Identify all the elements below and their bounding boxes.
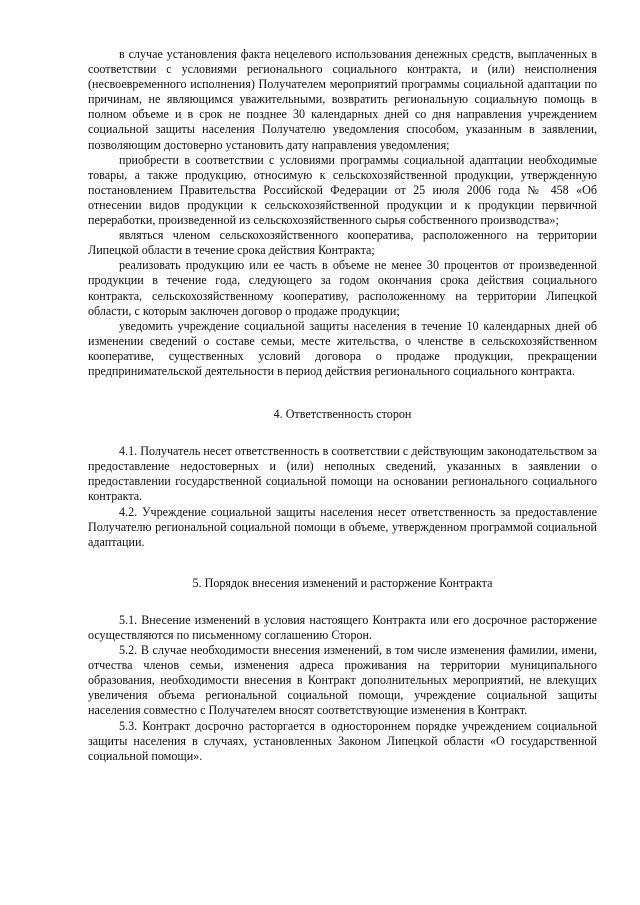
spacer: [88, 591, 597, 613]
section-4-heading: 4. Ответственность сторон: [273, 407, 412, 422]
clause-4-2-paragraph: 4.2. Учреждение социальной защиты населения несет ответственность за предоставление Получателю региональной социальной помощи в объеме, утвержденном программой социальной адаптации.: [88, 504, 597, 549]
document-body: [88, 47, 597, 764]
spacer: [88, 379, 597, 407]
clause-5-2-paragraph: 5.2. В случае необходимости внесения изменений, в том числе изменения фамилии, имени, отчества членов семьи, изменения адреса проживания на территории муниципального образования, необходимости внесения в Контракт дополнительных мероприятий, не влекущих увеличения объема региональной социальной помощи, учреждение социальной защиты населения совместно с Получателем вносят соответствующие изменения в Контракт.: [88, 643, 597, 718]
clause-5-3-paragraph: 5.3. Контракт досрочно расторгается в одностороннем порядке учреждением социальной защиты населения в случаях, установленных Законом Липецкой области «О государственной социальной помощи».: [88, 718, 597, 763]
clause-5-1-paragraph: 5.1. Внесение изменений в условия настоящего Контракта или его досрочное расторжение осуществляются по письменному соглашению Сторон.: [88, 612, 597, 642]
spacer: [88, 422, 597, 444]
obligation-sell-produce-paragraph: реализовать продукцию или ее часть в объеме не менее 30 процентов от произведенной продукции в течение года, следующего за годом окончания срока действия социального контракта, сельскохозяйственному кооперативу, расположенному на территории Липецкой области, с которым заключен договор о продаже продукции;: [88, 258, 597, 318]
spacer: [88, 550, 597, 576]
obligation-purchase-paragraph: приобрести в соответствии с условиями программы социальной адаптации необходимые товары, а также продукцию, относимую к сельскохозяйственной продукции, утвержденную постановлением Правительства Российской Федерации от 25 июля 2006 года № 458 «Об отнесении видов продукции к сельскохозяйственной продукции и к продукции первичной переработки, произведенной из сельскохозяйственного сырья собственного производства»;: [88, 152, 597, 228]
obligation-notify-paragraph: уведомить учреждение социальной защиты населения в течение 10 календарных дней об изменении сведений о составе семьи, месте жительства, о членстве в сельскохозяйственном кооперативе, существенных условий договора о продаже продукции, прекращении предпринимательской деятельности в период действия регионального социального контракта.: [88, 318, 597, 378]
clause-4-1-paragraph: 4.1. Получатель несет ответственность в соответствии с действующим законодательством за предоставление недостоверных и (или) неполных сведений, указанных в заявлении о предоставлении государственной социальной помощи на основании регионального социального контракта.: [88, 444, 597, 504]
obligation-cooperative-membership-paragraph: являться членом сельскохозяйственного кооператива, расположенного на территории Липецкой области в течение срока действия Контракта;: [88, 228, 597, 258]
obligation-refund-paragraph: в случае установления факта нецелевого использования денежных средств, выплаченных в соответствии с условиями регионального социального контракта, и (или) неисполнения (несвоевременного исполнения) Получателем мероприятий программы социальной адаптации по причинам, не являющимся уважительными, возвратить региональную социальную помощь в полном объеме и в срок не позднее 30 календарных дней со дня направления учреждением социальной защиты населения Получателю уведомления способом, указанным в заявлении, позволяющим достоверно установить дату направления уведомления;: [88, 47, 597, 152]
section-5-heading: 5. Порядок внесения изменений и расторжение Контракта: [192, 575, 493, 590]
